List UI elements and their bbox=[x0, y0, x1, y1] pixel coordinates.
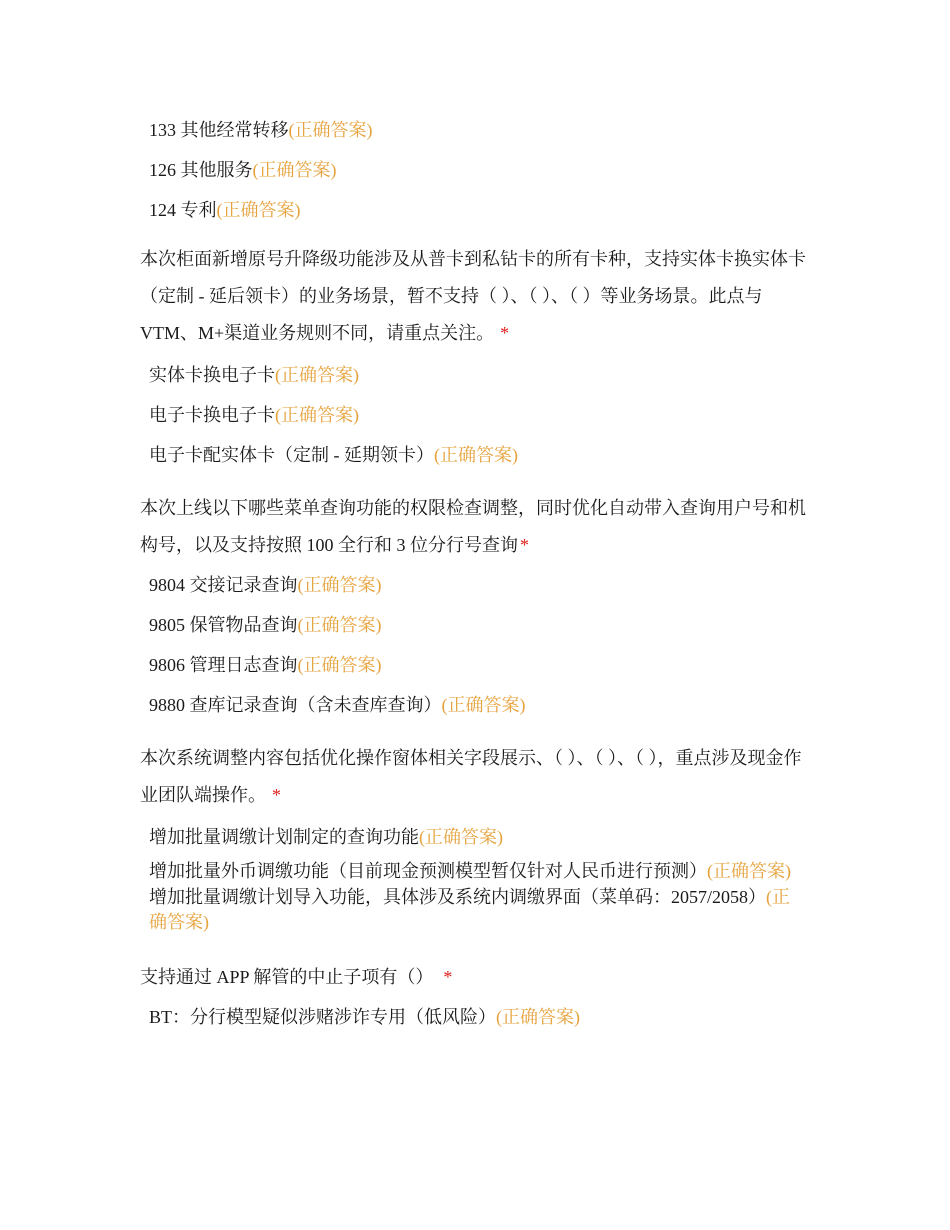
quiz-answer-sheet bbox=[140, 118, 820, 1030]
answer-option: 126 其他服务(正确答案) bbox=[149, 160, 337, 180]
question-block bbox=[140, 490, 820, 718]
required-mark: * bbox=[500, 323, 510, 343]
answer-option: 133 其他经常转移(正确答案) bbox=[149, 120, 373, 140]
correct-answer-tag: (正确答案) bbox=[288, 120, 373, 140]
answer-option: 实体卡换电子卡(正确答案) bbox=[149, 365, 359, 385]
question-block bbox=[140, 740, 820, 935]
answer-option: BT：分行模型疑似涉赌涉诈专用（低风险）(正确答案) bbox=[149, 1007, 580, 1027]
correct-answer-tag: (正确答案) bbox=[297, 655, 382, 675]
question-text: 本次柜面新增原号升降级功能涉及从普卡到私钻卡的所有卡种，支持实体卡换实体卡（定制 - 延后领卡）的业务场景，暂不支持（ ）、（ ）、（ ）等业务场景。此点与 VTM、M+渠道业务规则不同，请重点关注。 * bbox=[140, 249, 806, 343]
required-mark: * bbox=[272, 785, 281, 805]
answer-option: 124 专利(正确答案) bbox=[149, 200, 301, 220]
correct-answer-tag: (正确答案) bbox=[496, 1007, 580, 1027]
correct-answer-tag: (正确答案) bbox=[275, 365, 359, 385]
question-text: 支持通过 APP 解管的中止子项有（） * bbox=[140, 967, 453, 987]
answer-option: 电子卡换电子卡(正确答案) bbox=[149, 405, 359, 425]
correct-answer-tag: (正确答案) bbox=[707, 861, 791, 881]
required-mark: * bbox=[443, 967, 453, 987]
correct-answer-tag: (正确答案) bbox=[297, 615, 382, 635]
answer-option: 9880 查库记录查询（含未查库查询）(正确答案) bbox=[149, 695, 526, 715]
correct-answer-tag: (正确答案) bbox=[297, 575, 382, 595]
correct-answer-tag: (正确答案) bbox=[434, 445, 518, 465]
correct-answer-tag: (正确答案) bbox=[252, 160, 337, 180]
correct-answer-tag: (正确答案) bbox=[275, 405, 359, 425]
answer-option: 增加批量外币调缴功能（目前现金预测模型暂仅针对人民币进行预测）(正确答案) bbox=[149, 861, 791, 881]
answer-option: 增加批量调缴计划制定的查询功能(正确答案) bbox=[149, 827, 503, 847]
answer-option: 9805 保管物品查询(正确答案) bbox=[149, 615, 382, 635]
answer-option: 9806 管理日志查询(正确答案) bbox=[149, 655, 382, 675]
correct-answer-tag: (正确答案) bbox=[149, 887, 790, 932]
question-block bbox=[140, 959, 820, 1030]
answer-option: 增加批量调缴计划导入功能，具体涉及系统内调缴界面（菜单码：2057/2058）(正确答案) bbox=[149, 887, 790, 932]
correct-answer-tag: (正确答案) bbox=[216, 200, 301, 220]
question-block bbox=[140, 241, 820, 468]
answer-option: 9804 交接记录查询(正确答案) bbox=[149, 575, 382, 595]
question-text: 本次上线以下哪些菜单查询功能的权限检查调整，同时优化自动带入查询用户号和机构号，以及支持按照 100 全行和 3 位分行号查询 * bbox=[140, 498, 806, 555]
correct-answer-tag: (正确答案) bbox=[419, 827, 503, 847]
required-mark: * bbox=[520, 535, 529, 555]
answer-group bbox=[140, 118, 820, 223]
correct-answer-tag: (正确答案) bbox=[441, 695, 526, 715]
question-text: 本次系统调整内容包括优化操作窗体相关字段展示、（ ）、（ ）、（ ），重点涉及现金作业团队端操作。 * bbox=[140, 748, 802, 805]
answer-option: 电子卡配实体卡（定制 - 延期领卡）(正确答案) bbox=[149, 445, 518, 465]
